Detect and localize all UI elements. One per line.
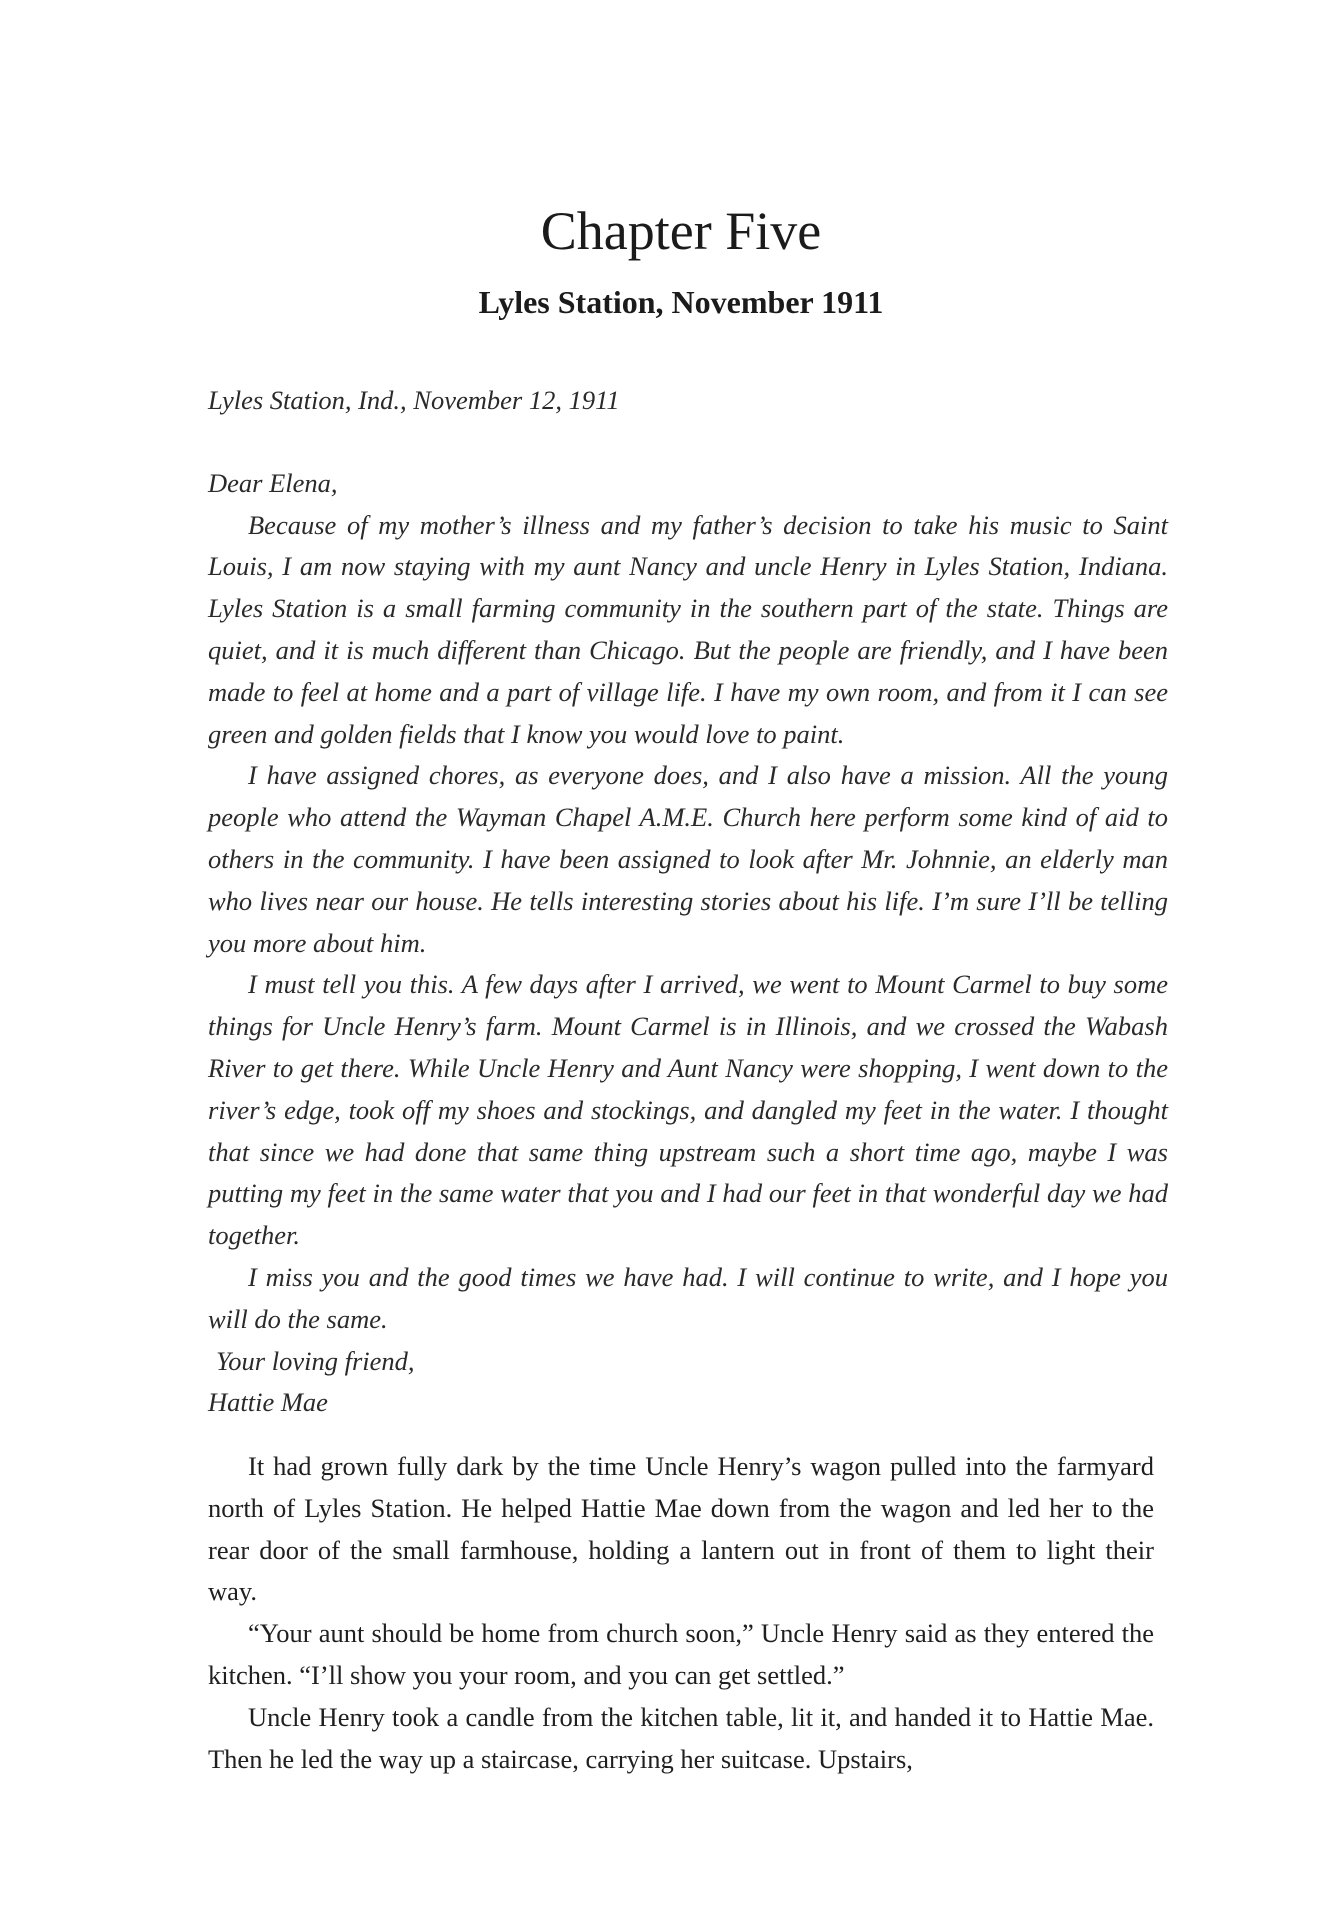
letter-dateline: Lyles Station, Ind., November 12, 1911 [208, 385, 620, 415]
letter-signature: Hattie Mae [208, 1387, 328, 1418]
narrative-paragraph: “Your aunt should be home from church soon,” Uncle Henry said as they entered the kitchen. “I’ll show you your room, and you can get settled.” [208, 1618, 1154, 1690]
letter-paragraph: I miss you and the good times we have had. I will continue to write, and I hope you will do the same. [208, 1261, 1168, 1334]
letter-salutation: Dear Elena, [208, 467, 338, 498]
chapter-subtitle: Lyles Station, November 1911 [478, 284, 884, 320]
letter-paragraph: I must tell you this. A few days after I arrived, we went to Mount Carmel to buy some things for Uncle Henry’s farm. Mount Carmel is in Illinois, and we crossed the Wabash River to get there. While Uncle Henry and Aunt Nancy were shopping, I went down to the river’s edge, took off my shoes and stockings, and dangled my feet in the water. I thought that since we had done that same thing upstream such a short time ago, maybe I was putting my feet in the same water that you and I had our feet in that wonderful day we had together. [208, 969, 1168, 1251]
narrative-paragraph: Uncle Henry took a candle from the kitchen table, lit it, and handed it to Hattie Mae. Then he led the way up a staircase, carrying her suitcase. Upstairs, [208, 1701, 1154, 1774]
letter-paragraph: I have assigned chores, as everyone does, and I also have a mission. All the young people who attend the Wayman Chapel A.M.E. Church here perform some kind of aid to others in the community. I have been assigned to look after Mr. Johnnie, an elderly man who lives near our house. He tells interesting stories about his life. I’m sure I’ll be telling you more about him. [208, 760, 1168, 958]
chapter-title: Chapter Five [540, 201, 822, 261]
letter [208, 380, 1168, 1424]
narrative-paragraph: It had grown fully dark by the time Uncle Henry’s wagon pulled into the farmyard north of Lyles Station. He helped Hattie Mae down from the wagon and led her to the rear door of the small farmhouse, holding a lantern out in front of them to light their way. [208, 1451, 1154, 1607]
letter-paragraph: Because of my mother’s illness and my father’s decision to take his music to Saint Louis, I am now staying with my aunt Nancy and uncle Henry in Lyles Station, Indiana. Lyles Station is a small farming community in the southern part of the state. Things are quiet, and it is much different than Chicago. But the people are friendly, and I have been made to feel at home and a part of village life. I have my own room, and from it I can see green and golden fields that I know you would love to paint. [208, 509, 1168, 749]
letter-closing: Your loving friend, [216, 1345, 415, 1376]
narrative-text [208, 1446, 1154, 1780]
